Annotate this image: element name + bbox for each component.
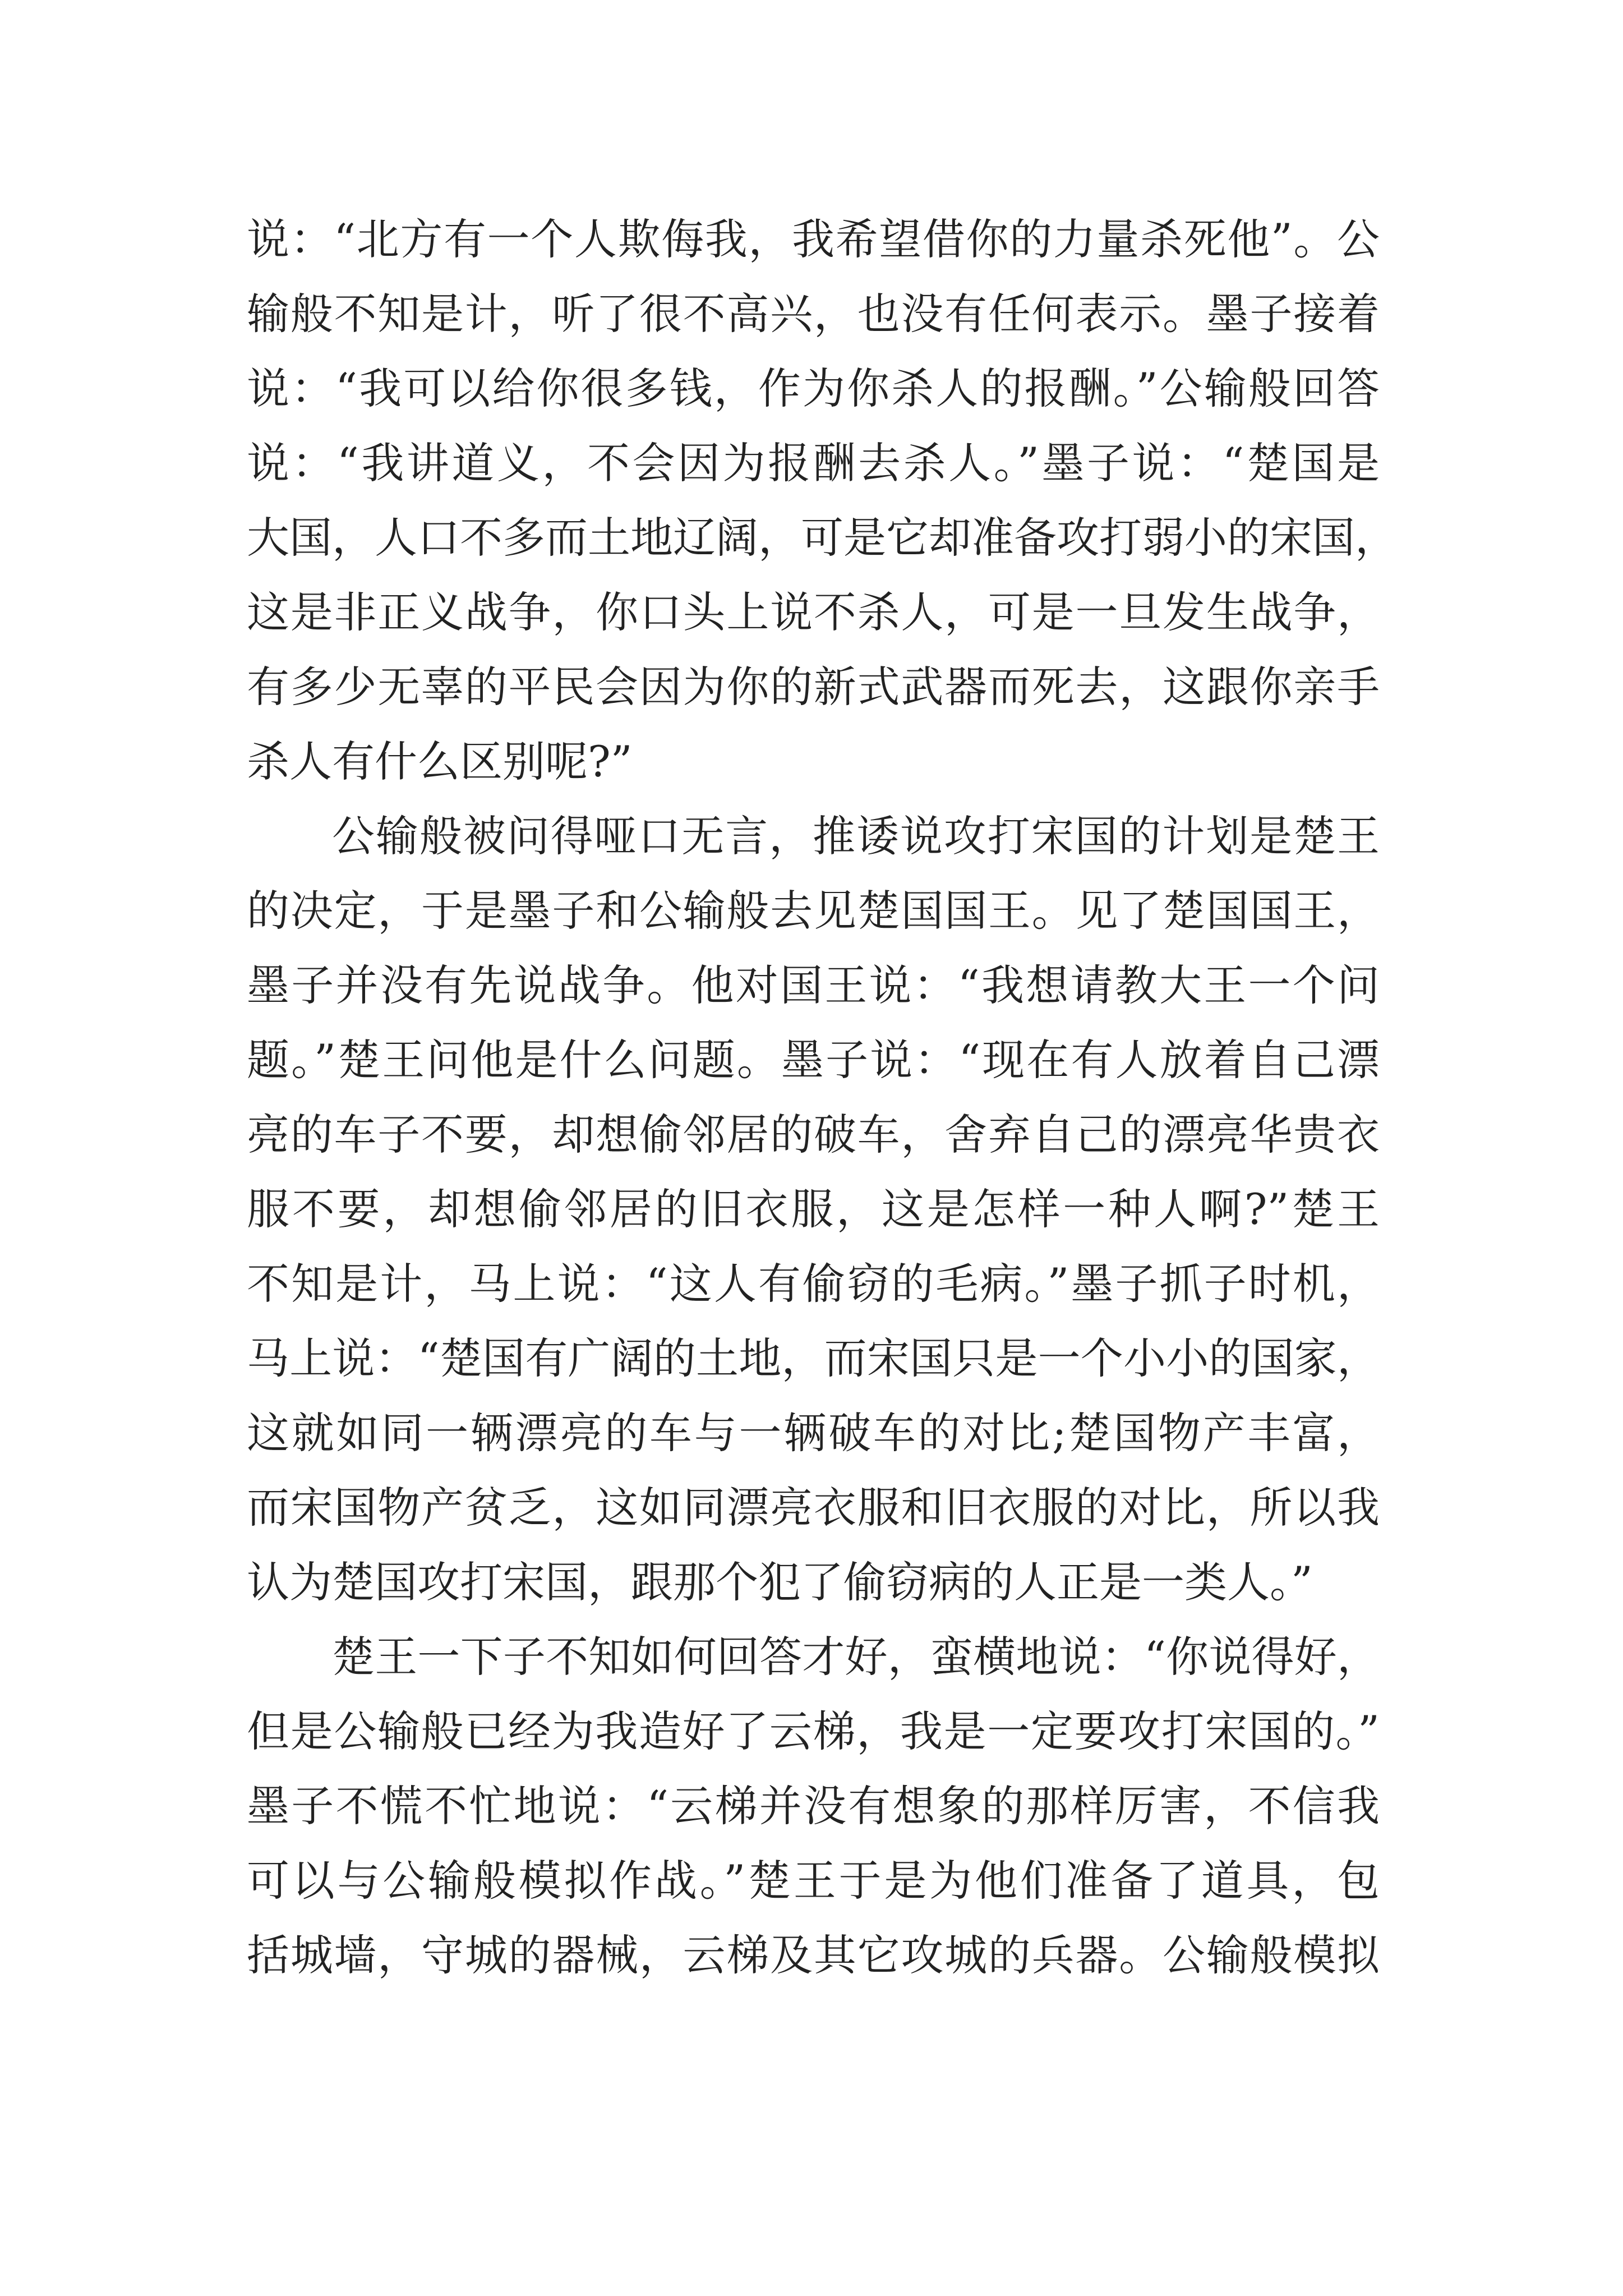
text-line: 说：“我讲道义，不会因为报酬去杀人。”墨子说：“楚国是 (247, 438, 1380, 488)
text-line: 不知是计，马上说：“这人有偷窃的毛病。”墨子抓子时机， (247, 1259, 1380, 1309)
text-line: 输般不知是计，听了很不高兴，也没有任何表示。墨子接着 (247, 289, 1380, 339)
text-line: 认为楚国攻打宋国，跟那个犯了偷窃病的人正是一类人。” (247, 1557, 1313, 1607)
text-line: 的决定，于是墨子和公输般去见楚国国王。见了楚国国王， (247, 886, 1380, 936)
text-line: 有多少无辜的平民会因为你的新式武器而死去，这跟你亲手 (247, 662, 1380, 712)
text-line: 马上说：“楚国有广阔的土地，而宋国只是一个小小的国家， (247, 1333, 1380, 1383)
text-line: 这就如同一辆漂亮的车与一辆破车的对比;楚国物产丰富， (247, 1408, 1380, 1458)
paragraph-start-line: 楚王一下子不知如何回答才好，蛮横地说：“你说得好， (332, 1632, 1380, 1682)
paragraph-start-line: 公输般被问得哑口无言，推诿说攻打宋国的计划是楚王 (332, 811, 1380, 861)
text-line: 服不要，却想偷邻居的旧衣服，这是怎样一种人啊?”楚王 (247, 1184, 1380, 1234)
text-line: 墨子不慌不忙地说：“云梯并没有想象的那样厉害，不信我 (247, 1781, 1380, 1831)
text-line: 但是公输般已经为我造好了云梯，我是一定要攻打宋国的。” (247, 1706, 1380, 1756)
text-line: 括城墙，守城的器械，云梯及其它攻城的兵器。公输般模拟 (247, 1930, 1380, 1980)
text-line: 亮的车子不要，却想偷邻居的破车，舍弃自己的漂亮华贵衣 (247, 1110, 1380, 1159)
text-line: 题。”楚王问他是什么问题。墨子说：“现在有人放着自己漂 (247, 1035, 1380, 1085)
text-line: 可以与公输般模拟作战。”楚王于是为他们准备了道具，包 (247, 1856, 1380, 1906)
text-line: 这是非正义战争，你口头上说不杀人，可是一旦发生战争， (247, 587, 1380, 637)
text-line: 墨子并没有先说战争。他对国王说：“我想请教大王一个问 (247, 960, 1380, 1010)
text-line: 说：“北方有一个人欺侮我，我希望借你的力量杀死他”。公 (247, 214, 1380, 264)
text-line: 说：“我可以给你很多钱，作为你杀人的报酬。”公输般回答 (247, 364, 1380, 413)
body-text (247, 202, 1398, 1993)
text-line: 大国，人口不多而土地辽阔，可是它却准备攻打弱小的宋国， (247, 513, 1398, 563)
text-line: 杀人有什么区别呢?” (247, 737, 633, 786)
text-line: 而宋国物产贫乏，这如同漂亮衣服和旧衣服的对比，所以我 (247, 1483, 1380, 1533)
